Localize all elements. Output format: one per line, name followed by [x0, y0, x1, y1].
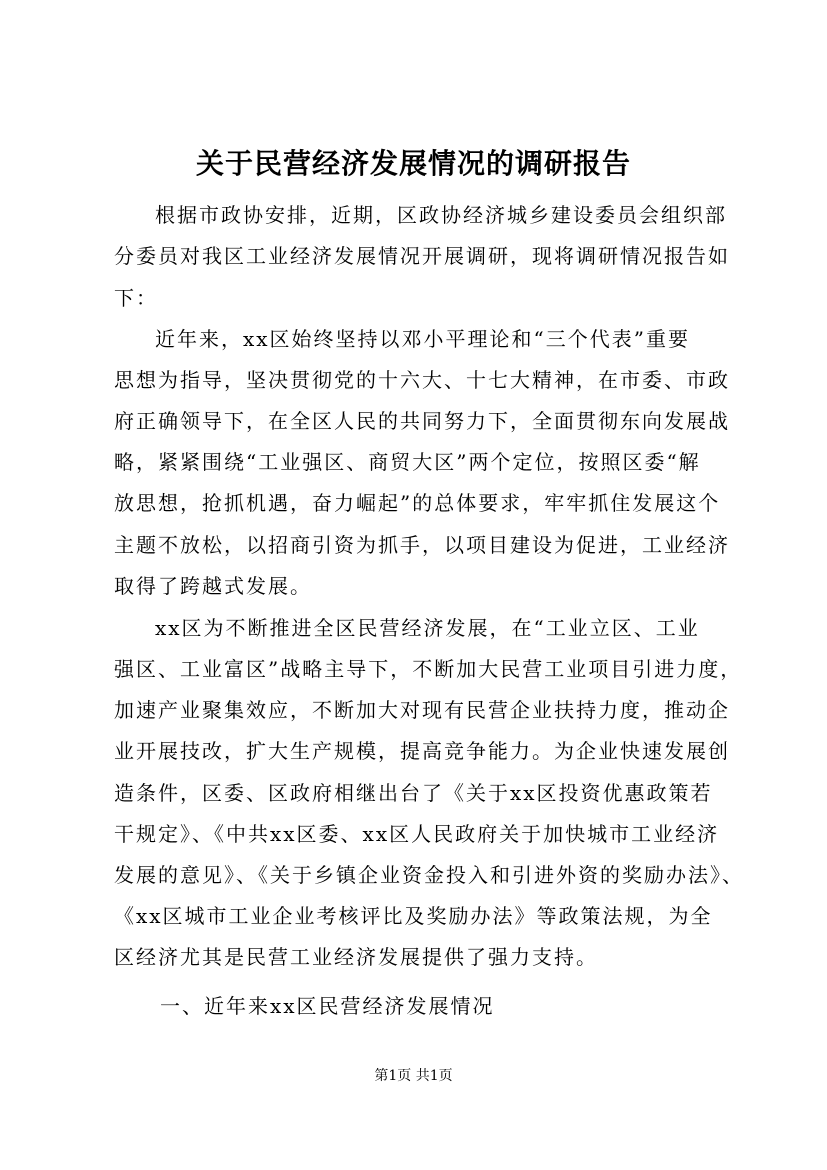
paragraph-line: 下： [114, 286, 158, 310]
paragraph-line: 放思想，抢抓机遇，奋力崛起”的总体要求，牢牢抓住发展这个 [114, 491, 721, 515]
paragraph-line: 加速产业聚集效应，不断加大对现有民营企业扶持力度，推动企 [114, 698, 730, 722]
paragraph-line: 略，紧紧围绕“工业强区、商贸大区”两个定位，按照区委“解 [114, 450, 701, 474]
paragraph-line: 根据市政协安排，近期，区政协经济城乡建设委员会组织部 [155, 203, 727, 227]
document-title: 关于民营经济发展情况的调研报告 [195, 147, 631, 180]
paragraph-line: 《xx区城市工业企业考核评比及奖励办法》等政策法规，为全 [114, 904, 713, 928]
paragraph-line: 业开展技改，扩大生产规模，提高竞争能力。为企业快速发展创 [114, 739, 730, 763]
page-number-footer: 第1页 共1页 [374, 1068, 453, 1084]
paragraph-line: 区经济尤其是民营工业经济发展提供了强力支持。 [114, 945, 598, 969]
paragraph-line: 发展的意见》、《关于乡镇企业资金投入和引进外资的奖励办法》、 [114, 863, 744, 887]
paragraph-line: 思想为指导，坚决贯彻党的十六大、十七大精神，在市委、市政 [114, 368, 730, 392]
paragraph-line: 造条件，区委、区政府相继出台了《关于xx区投资优惠政策若 [114, 781, 713, 805]
paragraph-line: xx区为不断推进全区民营经济发展，在“工业立区、工业 [155, 616, 700, 640]
paragraph-line: 干规定》、《中共xx区委、xx区人民政府关于加快城市工业经济 [114, 822, 720, 846]
paragraph-line: 取得了跨越式发展。 [114, 574, 312, 598]
paragraph-line: 主题不放松，以招商引资为抓手，以项目建设为促进，工业经济 [114, 533, 730, 557]
paragraph-line: 近年来，xx区始终坚持以邓小平理论和“三个代表”重要 [155, 327, 691, 351]
paragraph-line: 府正确领导下，在全区人民的共同努力下，全面贯彻东向发展战 [114, 409, 730, 433]
paragraph-line: 强区、工业富区”战略主导下，不断加大民营工业项目引进力度， [114, 657, 743, 681]
section-heading: 一、近年来xx区民营经济发展情况 [160, 994, 495, 1018]
paragraph-line: 分委员对我区工业经济发展情况开展调研，现将调研情况报告如 [114, 244, 730, 268]
